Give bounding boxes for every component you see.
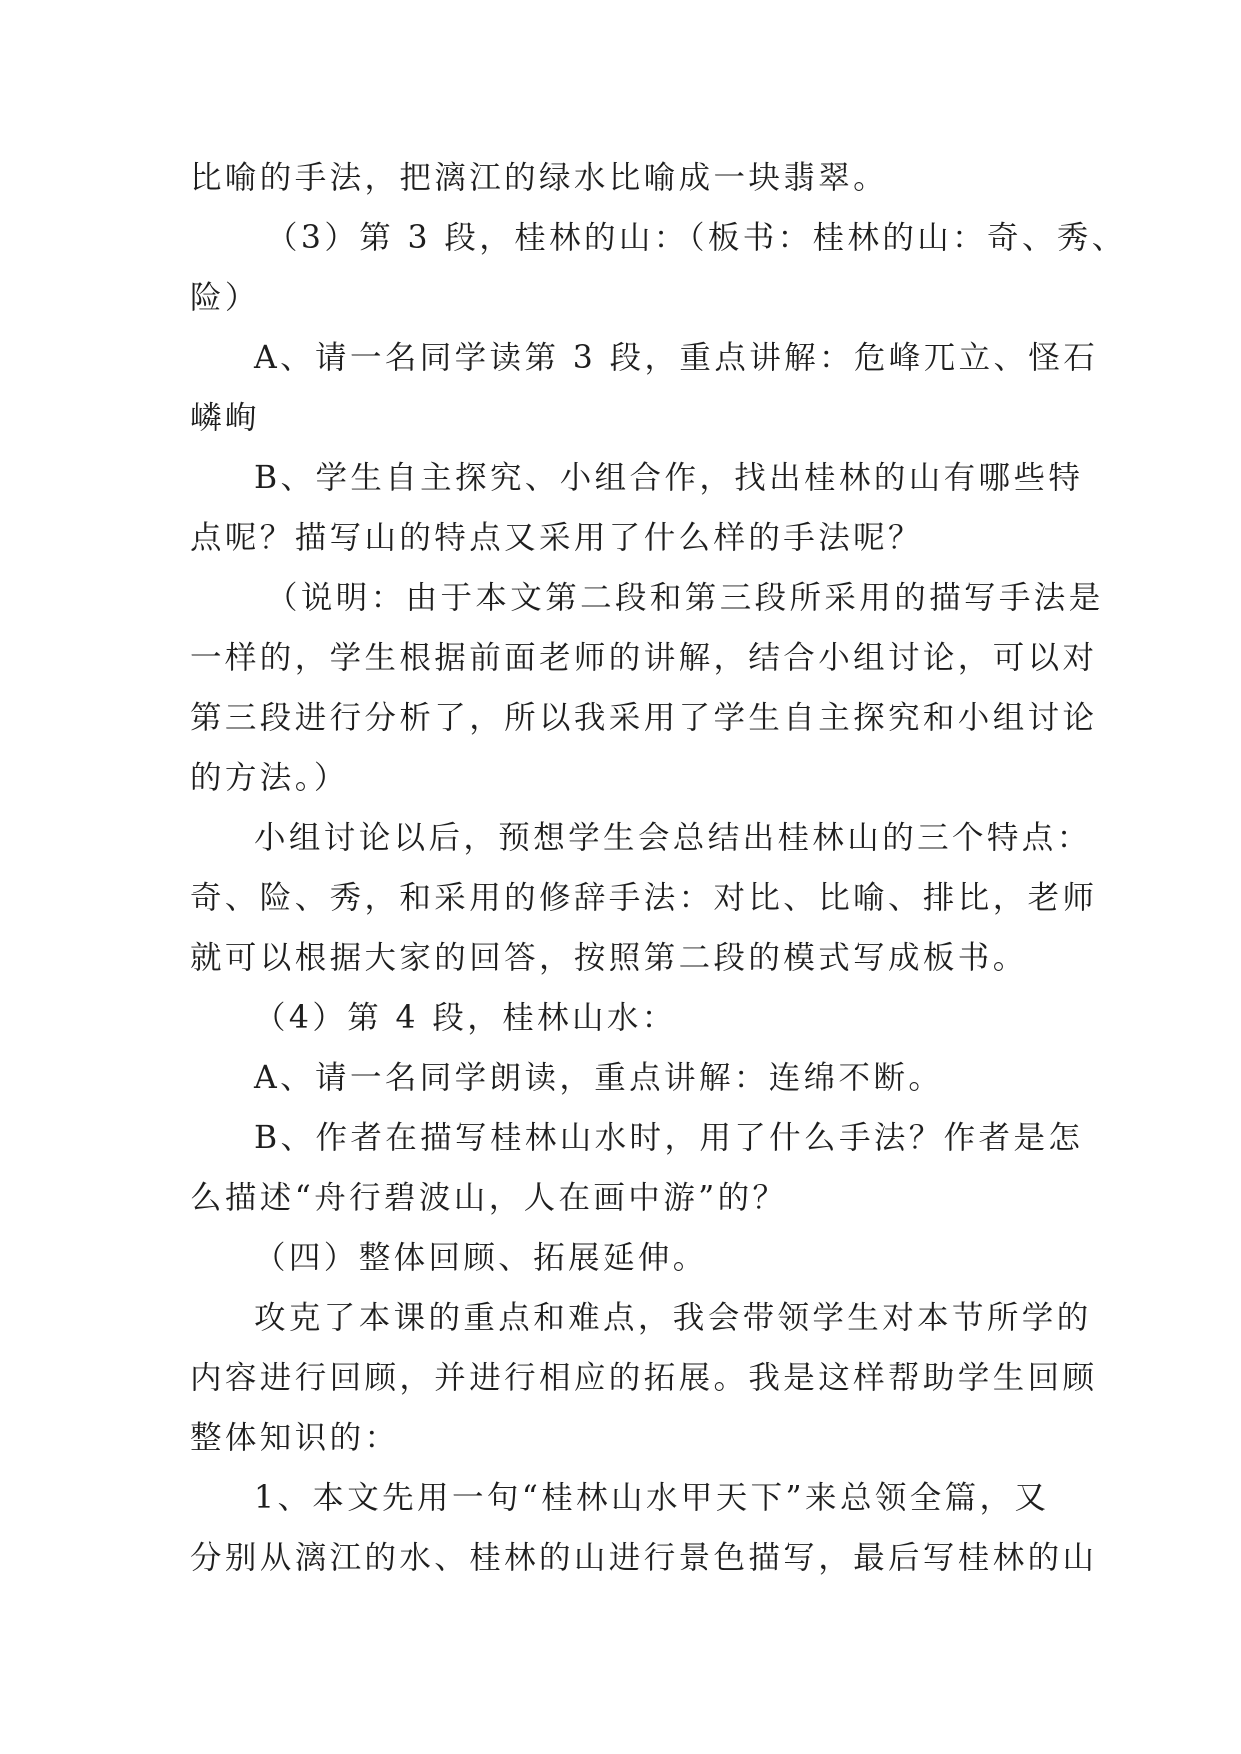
text-line: B、学生自主探究、小组合作，找出桂林的山有哪些特 — [254, 460, 1084, 496]
text-line: （说明：由于本文第二段和第三段所采用的描写手法是 — [266, 580, 1104, 616]
text-line: 比喻的手法，把漓江的绿水比喻成一块翡翠。 — [190, 160, 889, 196]
text-line: 奇、险、秀，和采用的修辞手法：对比、比喻、排比，老师 — [190, 880, 1098, 916]
text-line: B、作者在描写桂林山水时，用了什么手法？作者是怎 — [254, 1120, 1084, 1156]
text-line: 内容进行回顾，并进行相应的拓展。我是这样帮助学生回顾 — [190, 1360, 1098, 1396]
text-line: 点呢？描写山的特点又采用了什么样的手法呢？ — [190, 520, 923, 556]
text-line: 小组讨论以后，预想学生会总结出桂林山的三个特点： — [254, 820, 1092, 856]
text-line: 整体知识的： — [190, 1420, 400, 1456]
text-line: 攻克了本课的重点和难点，我会带领学生对本节所学的 — [254, 1300, 1092, 1336]
text-line: （4）第 4 段，桂林山水： — [254, 1000, 677, 1036]
text-line: 1、本文先用一句“桂林山水甲天下”来总领全篇，又 — [254, 1480, 1050, 1516]
text-line: A、请一名同学朗读，重点讲解：连绵不断。 — [254, 1060, 944, 1096]
text-line: （四）整体回顾、拓展延伸。 — [254, 1240, 708, 1276]
text-line: （3）第 3 段，桂林的山：（板书：桂林的山：奇、秀、 — [266, 220, 1127, 256]
text-line: 分别从漓江的水、桂林的山进行景色描写，最后写桂林的山 — [190, 1540, 1098, 1576]
text-line: 的方法。） — [190, 760, 349, 796]
text-line: 第三段进行分析了，所以我采用了学生自主探究和小组讨论 — [190, 700, 1098, 736]
text-line: 么描述“舟行碧波山，人在画中游”的？ — [190, 1180, 788, 1216]
text-line: 一样的，学生根据前面老师的讲解，结合小组讨论，可以对 — [190, 640, 1098, 676]
text-line: 嶙峋 — [190, 400, 260, 436]
text-line: 险） — [190, 280, 260, 316]
body-text — [190, 148, 1127, 1588]
text-line: 就可以根据大家的回答，按照第二段的模式写成板书。 — [190, 940, 1028, 976]
text-line: A、请一名同学读第 3 段，重点讲解：危峰兀立、怪石 — [254, 340, 1099, 376]
